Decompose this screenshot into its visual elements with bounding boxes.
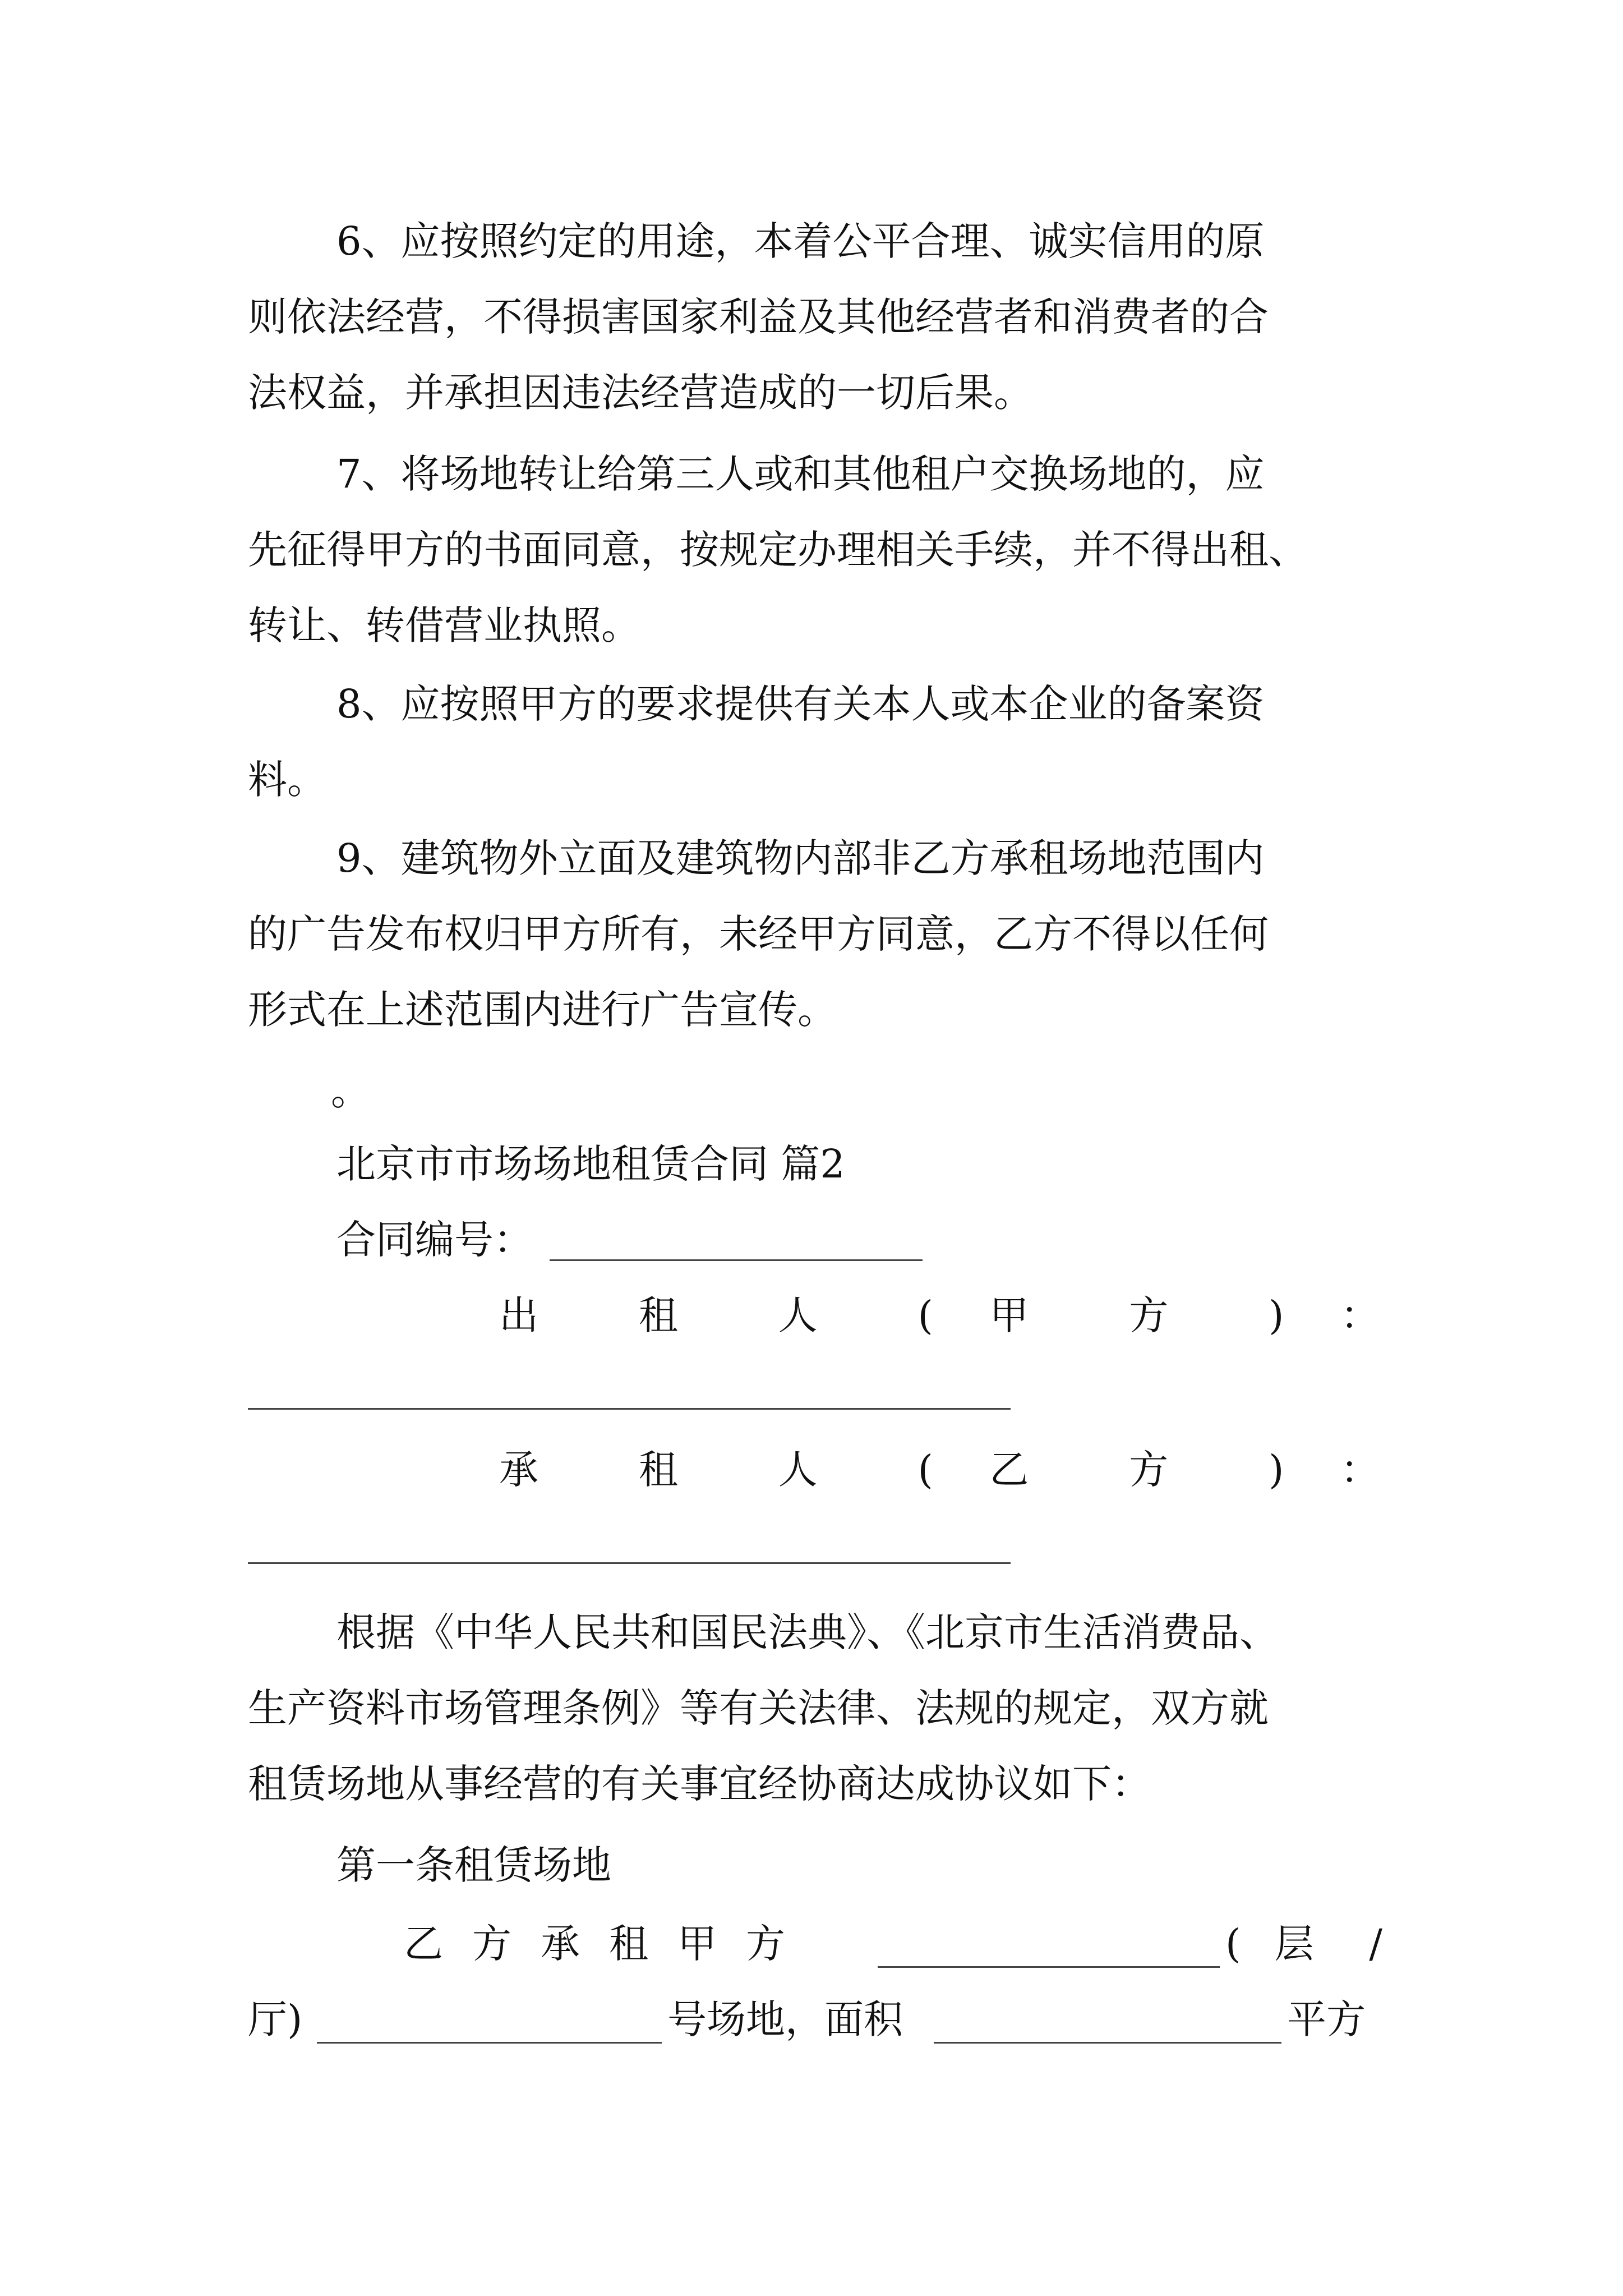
lessor-label: 出 租 人 ( 甲 方 ) ： <box>499 1292 1380 1338</box>
item-8-line-1: 8、应按照甲方的要求提供有关本人或本企业的备案资 <box>336 681 1265 727</box>
item-6-line-1: 6、应按照约定的用途，本着公平合理、诚实信用的原 <box>336 218 1265 264</box>
contract-title: 北京市市场场地租赁合同 篇2 <box>336 1141 845 1187</box>
article-1-stall-blank <box>317 2042 662 2044</box>
item-9-line-2: 的广告发布权归甲方所有，未经甲方同意，乙方不得以任何 <box>248 911 1269 957</box>
item-8-line-2: 料。 <box>248 757 326 803</box>
lessee-blank <box>248 1562 1011 1564</box>
basis-line-2: 生产资料市场管理条例》等有关法律、法规的规定，双方就 <box>248 1685 1269 1731</box>
item-7-line-3: 转让、转借营业执照。 <box>248 602 640 648</box>
item-6-line-3: 法权益，并承担因违法经营造成的一切后果。 <box>248 370 1033 416</box>
item-9-line-1: 9、建筑物外立面及建筑物内部非乙方承租场地范围内 <box>336 835 1265 881</box>
lone-period: 。 <box>331 1068 370 1114</box>
basis-line-3: 租赁场地从事经营的有关事宜经协商达成协议如下： <box>248 1761 1151 1807</box>
item-9-line-3: 形式在上述范围内进行广告宣传。 <box>248 987 837 1033</box>
article-1-line-1-text: 乙方承租甲方 <box>404 1921 814 1967</box>
item-7-line-1: 7、将场地转让给第三人或和其他租户交换场地的，应 <box>336 451 1265 497</box>
item-6-line-2: 则依法经营，不得损害国家利益及其他经营者和消费者的合 <box>248 294 1269 340</box>
article-1-line-1-floor: ( 层 / <box>1225 1921 1382 1967</box>
article-1-line-2-area: 号场地，面积 <box>667 1996 903 2042</box>
item-7-line-2: 先征得甲方的书面同意，按规定办理相关手续，并不得出租、 <box>248 527 1308 573</box>
contract-number-blank <box>550 1259 923 1261</box>
article-1-title: 第一条租赁场地 <box>336 1842 611 1888</box>
lessee-label: 承 租 人 ( 乙 方 ) ： <box>499 1447 1380 1493</box>
basis-line-1: 根据《中华人民共和国民法典》、《北京市生活消费品、 <box>336 1609 1279 1655</box>
article-1-area-blank <box>934 2042 1281 2044</box>
article-1-floor-blank <box>878 1966 1220 1968</box>
contract-number-label: 合同编号： <box>336 1217 533 1263</box>
article-1-line-2-unit: 平方 <box>1287 1996 1366 2042</box>
article-1-line-2-hall: 厅) <box>248 1996 303 2042</box>
lessor-blank <box>248 1408 1011 1410</box>
